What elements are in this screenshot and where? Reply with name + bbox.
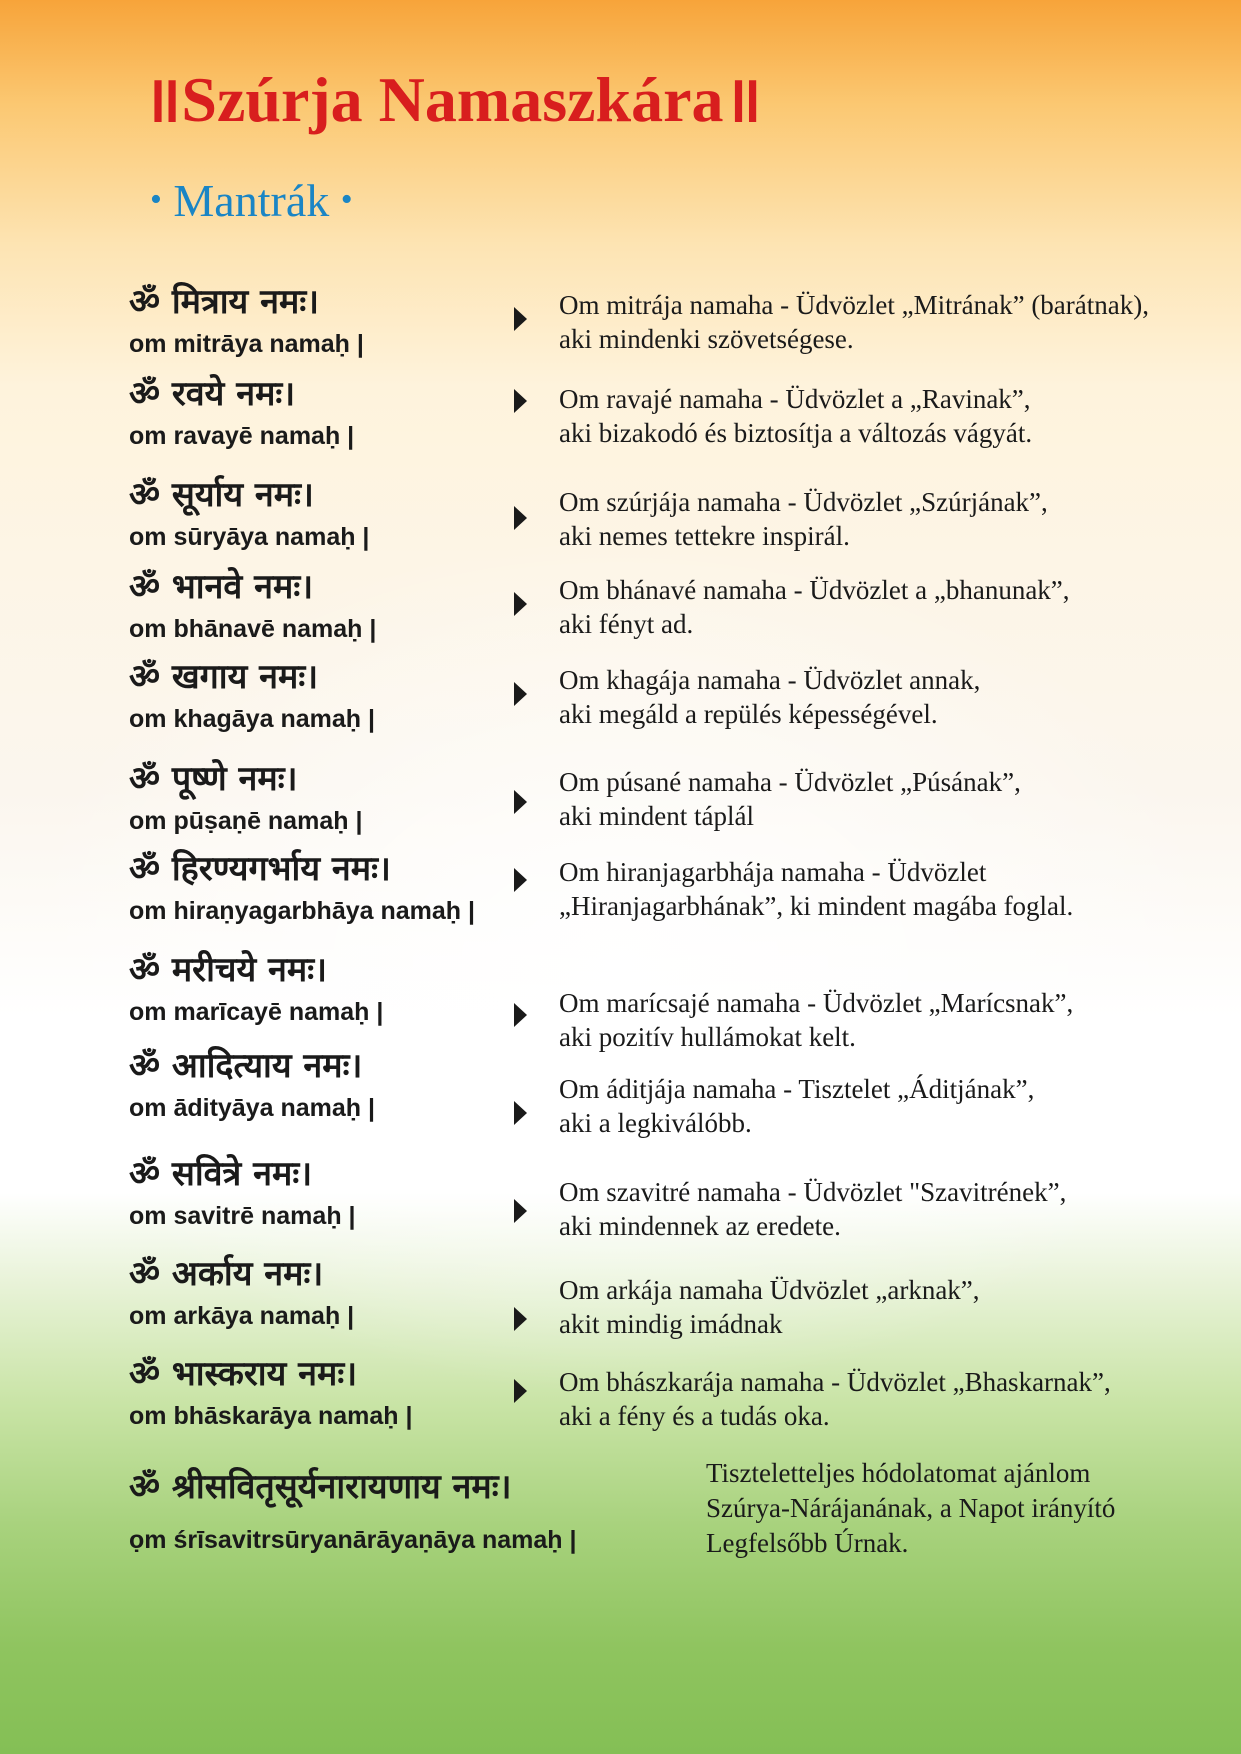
mantra-meaning-line: aki fényt ad. bbox=[559, 609, 694, 639]
mantra-translit: om mitrāya namaḥ | bbox=[129, 330, 364, 358]
mantra-translit: om ravayē namaḥ | bbox=[129, 422, 355, 450]
mantra-meaning-line: aki mindennek az eredete. bbox=[559, 1211, 841, 1241]
mantra-sanskrit: ॐ भास्कराय नमः। bbox=[129, 1354, 358, 1394]
triangle-right-icon bbox=[514, 307, 527, 331]
mantra-meaning bbox=[559, 382, 1032, 450]
mantra-meaning-line: Om szúrjája namaha - Üdvözlet „Szúrjának”, bbox=[559, 487, 1048, 517]
triangle-right-icon bbox=[514, 1101, 527, 1125]
mantra-meaning bbox=[559, 288, 1149, 356]
triangle-right-icon bbox=[514, 1199, 527, 1223]
mantra-meaning-line: Om khagája namaha - Üdvözlet annak, bbox=[559, 665, 981, 695]
mantra-meaning-line: aki mindenki szövetségese. bbox=[559, 324, 854, 354]
final-meaning-line: Szúrya-Nárájanának, a Napot irányító bbox=[706, 1493, 1116, 1523]
mantra-meaning bbox=[559, 1365, 1111, 1433]
mantra-translit: om arkāya namaḥ | bbox=[129, 1302, 355, 1330]
mantra-sanskrit: ॐ सूर्याय नमः। bbox=[129, 475, 314, 515]
triangle-right-icon bbox=[514, 1379, 527, 1403]
title-text: Szúrja Namaszkára bbox=[181, 64, 724, 135]
mantra-translit: om khagāya namaḥ | bbox=[129, 705, 375, 733]
mantra-meaning bbox=[559, 573, 1070, 641]
page-title bbox=[143, 64, 762, 135]
mantra-meaning-line: aki pozitív hullámokat kelt. bbox=[559, 1022, 856, 1052]
mantra-meaning-line: Om púsané namaha - Üdvözlet „Púsának”, bbox=[559, 767, 1021, 797]
mantra-meaning-line: Om bhánavé namaha - Üdvözlet a „bhanunak”, bbox=[559, 575, 1070, 605]
mantra-meaning-line: Om szavitré namaha - Üdvözlet "Szavitrének”, bbox=[559, 1177, 1067, 1207]
final-meaning-line: Tiszteletteljes hódolatomat ajánlom bbox=[706, 1458, 1091, 1488]
mantra-meaning bbox=[559, 485, 1048, 553]
mantra-meaning-line: Om marícsajé namaha - Üdvözlet „Marícsnak”, bbox=[559, 988, 1074, 1018]
mantra-meaning-line: „Hiranjagarbhának”, ki mindent magába foglal. bbox=[559, 891, 1074, 921]
final-mantra-meaning bbox=[706, 1456, 1115, 1561]
final-mantra-translit: ọm śrīsavitrsūryanārāyaṇāya namaḥ | bbox=[129, 1526, 577, 1554]
triangle-right-icon bbox=[514, 506, 527, 530]
mantra-sanskrit: ॐ मरीचये नमः। bbox=[129, 950, 327, 990]
mantra-meaning-line: Om bhászkarája namaha - Üdvözlet „Bhaskarnak”, bbox=[559, 1367, 1111, 1397]
triangle-right-icon bbox=[514, 682, 527, 706]
triangle-right-icon bbox=[514, 592, 527, 616]
mantra-meaning-line: aki a fény és a tudás oka. bbox=[559, 1401, 830, 1431]
mantra-meaning bbox=[559, 1072, 1034, 1140]
mantra-translit: om bhāskarāya namaḥ | bbox=[129, 1402, 413, 1430]
mantra-meaning bbox=[559, 765, 1021, 833]
mantra-sanskrit: ॐ अर्काय नमः। bbox=[129, 1254, 324, 1294]
mantra-sanskrit: ॐ खगाय नमः। bbox=[129, 657, 319, 697]
mantra-meaning bbox=[559, 663, 980, 731]
bullet-left: • bbox=[150, 181, 162, 218]
triangle-right-icon bbox=[514, 389, 527, 413]
triangle-right-icon bbox=[514, 790, 527, 814]
triangle-right-icon bbox=[514, 1307, 527, 1331]
triangle-right-icon bbox=[514, 868, 527, 892]
mantra-sanskrit: ॐ हिरण्यगर्भाय नमः। bbox=[129, 849, 391, 889]
mantra-meaning-line: Om hiranjagarbhája namaha - Üdvözlet bbox=[559, 857, 987, 887]
mantra-meaning-line: aki bizakodó és biztosítja a változás vágyát. bbox=[559, 418, 1033, 448]
mantra-meaning-line: Om arkája namaha Üdvözlet „arknak”, bbox=[559, 1275, 980, 1305]
mantra-meaning-line: akit mindig imádnak bbox=[559, 1309, 783, 1339]
mantra-translit: om ādityāya namaḥ | bbox=[129, 1094, 375, 1122]
mantra-meaning bbox=[559, 855, 1073, 923]
mantra-sanskrit: ॐ रवये नमः। bbox=[129, 374, 296, 414]
mantra-meaning-line: Om ravajé namaha - Üdvözlet a „Ravinak”, bbox=[559, 384, 1031, 414]
mantra-meaning bbox=[559, 1175, 1066, 1243]
mantra-translit: om sūryāya namaḥ | bbox=[129, 523, 370, 551]
title-right-mark: ॥ bbox=[723, 64, 762, 135]
mantra-meaning-line: aki a legkiválóbb. bbox=[559, 1108, 752, 1138]
mantra-meaning-line: Om áditjája namaha - Tisztelet „Áditjának”, bbox=[559, 1074, 1035, 1104]
mantra-translit: om savitrē namaḥ | bbox=[129, 1202, 356, 1230]
mantra-sanskrit: ॐ पूष्णे नमः। bbox=[129, 759, 298, 799]
mantra-meaning-line: Om mitrája namaha - Üdvözlet „Mitrának” (barátnak), bbox=[559, 290, 1149, 320]
mantra-sanskrit: ॐ सवित्रे नमः। bbox=[129, 1154, 313, 1194]
mantra-translit: om bhānavē namaḥ | bbox=[129, 615, 377, 643]
mantra-sanskrit: ॐ आदित्याय नमः। bbox=[129, 1046, 363, 1086]
mantra-translit: om pūṣaṇē namaḥ | bbox=[129, 807, 363, 835]
final-mantra-sanskrit: ॐ श्रीसवितृसूर्यनारायणाय नमः। bbox=[129, 1467, 512, 1507]
mantra-translit: om marīcayē namaḥ | bbox=[129, 998, 384, 1026]
mantra-meaning bbox=[559, 1273, 980, 1341]
mantra-meaning-line: aki megáld a repülés képességével. bbox=[559, 699, 938, 729]
mantra-translit: om hiraṇyagarbhāya namaḥ | bbox=[129, 897, 475, 925]
mantra-meaning-line: aki mindent táplál bbox=[559, 801, 754, 831]
section-subtitle bbox=[150, 175, 353, 226]
mantra-meaning-line: aki nemes tettekre inspirál. bbox=[559, 521, 850, 551]
mantra-sanskrit: ॐ मित्राय नमः। bbox=[129, 282, 320, 322]
mantra-meaning bbox=[559, 986, 1073, 1054]
bullet-right: • bbox=[340, 181, 353, 218]
final-meaning-line: Legfelsőbb Úrnak. bbox=[706, 1528, 909, 1558]
title-left-mark: ॥ bbox=[143, 64, 182, 135]
mantra-sanskrit: ॐ भानवे नमः। bbox=[129, 567, 314, 607]
triangle-right-icon bbox=[514, 1003, 527, 1027]
subtitle-text: Mantrák bbox=[173, 175, 330, 226]
